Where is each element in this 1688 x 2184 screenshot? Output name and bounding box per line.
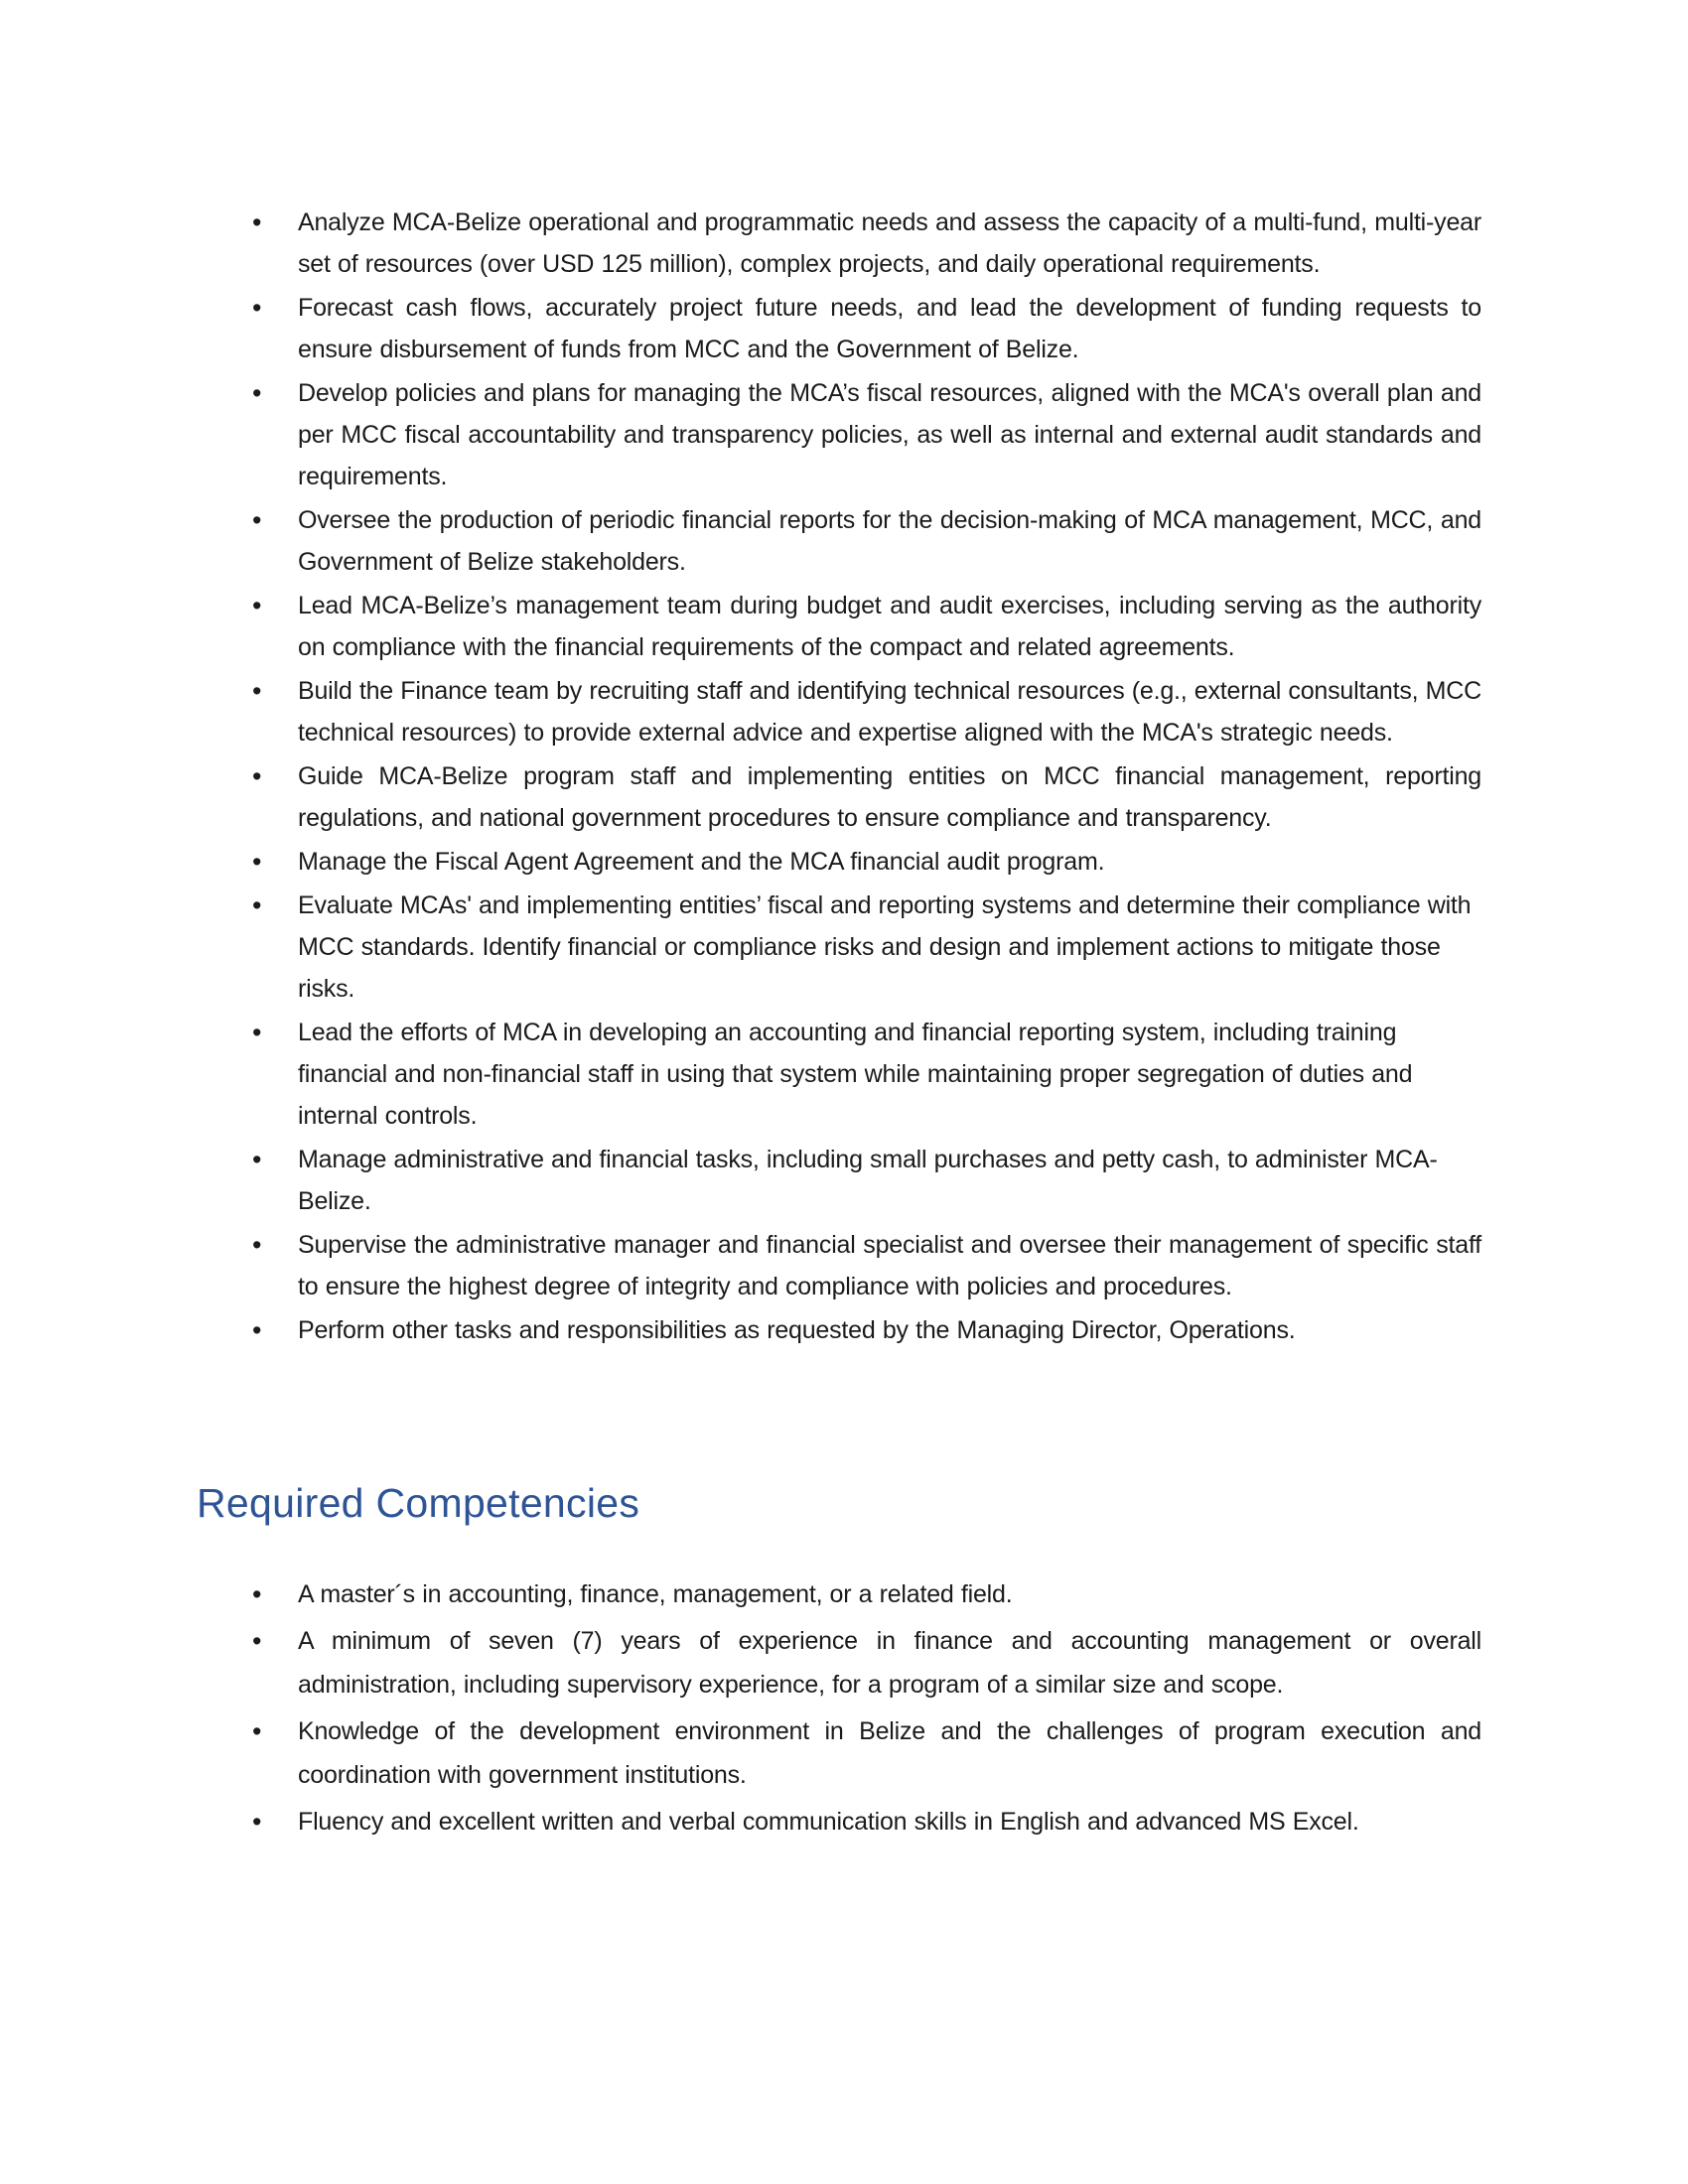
competencies-list: [197, 1572, 1481, 1843]
list-item: • Oversee the production of periodic financial reports for the decision-making of MCA management, MCC, and Government of Belize stakeholders.: [197, 499, 1481, 583]
list-item: • Fluency and excellent written and verbal communication skills in English and advanced MS Excel.: [197, 1800, 1481, 1843]
list-item: • Perform other tasks and responsibilities as requested by the Managing Director, Operations.: [197, 1309, 1481, 1351]
list-item: • Manage the Fiscal Agent Agreement and the MCA financial audit program.: [197, 841, 1481, 883]
list-item: • Knowledge of the development environment in Belize and the challenges of program execution and coordination with government institutions.: [197, 1709, 1481, 1797]
list-item: • Build the Finance team by recruiting staff and identifying technical resources (e.g., external consultants, MCC technical resources) to provide external advice and expertise aligned with the MCA's strategic needs.: [197, 670, 1481, 753]
list-item: • Develop policies and plans for managing the MCA’s fiscal resources, aligned with the MCA's overall plan and per MCC fiscal accountability and transparency policies, as well as internal and external audit standards and requirements.: [197, 372, 1481, 497]
section-heading: Required Competencies: [197, 1480, 640, 1526]
list-item: • Supervise the administrative manager and financial specialist and oversee their management of specific staff to ensure the highest degree of integrity and compliance with policies and procedures.: [197, 1224, 1481, 1307]
list-item: • Manage administrative and financial tasks, including small purchases and petty cash, to administer MCA-Belize.: [197, 1139, 1481, 1222]
list-item: • Lead the efforts of MCA in developing an accounting and financial reporting system, including training financial and non-financial staff in using that system while maintaining proper segregation of duties and internal controls.: [197, 1012, 1481, 1137]
list-item: • Forecast cash flows, accurately project future needs, and lead the development of funding requests to ensure disbursement of funds from MCC and the Government of Belize.: [197, 287, 1481, 370]
list-item: • Analyze MCA-Belize operational and programmatic needs and assess the capacity of a multi-fund, multi-year set of resources (over USD 125 million), complex projects, and daily operational requirements.: [197, 202, 1481, 285]
list-item: • Lead MCA-Belize’s management team during budget and audit exercises, including serving as the authority on compliance with the financial requirements of the compact and related agreements.: [197, 585, 1481, 668]
list-item: • Guide MCA-Belize program staff and implementing entities on MCC financial management, reporting regulations, and national government procedures to ensure compliance and transparency.: [197, 755, 1481, 839]
list-item: • A master´s in accounting, finance, management, or a related field.: [197, 1572, 1481, 1616]
document-page: [197, 0, 1481, 1846]
list-item: • A minimum of seven (7) years of experience in finance and accounting management or overall administration, including supervisory experience, for a program of a similar size and scope.: [197, 1619, 1481, 1706]
responsibilities-list: [197, 202, 1481, 1351]
list-item: • Evaluate MCAs' and implementing entities’ fiscal and reporting systems and determine their compliance with MCC standards. Identify financial or compliance risks and design and implement actions to mitigate those risks.: [197, 885, 1481, 1010]
